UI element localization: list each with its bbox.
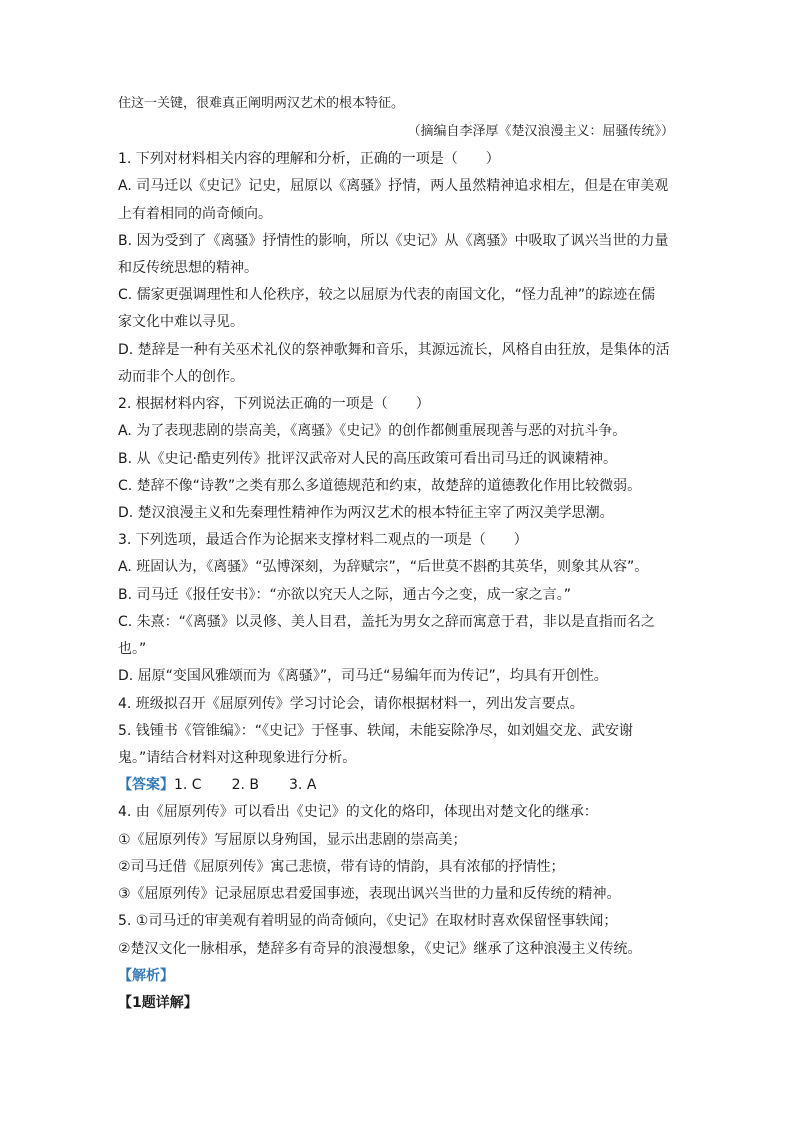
- intro-line: 住这一关键，很难真正阐明两汉艺术的根本特征。: [118, 96, 405, 111]
- q3-option-b: B. 司马迁《报任安书》：“亦欲以究天人之际，通古今之变，成一家之言。”: [118, 587, 572, 603]
- answer-row: [118, 775, 678, 795]
- analysis-label: 【解析】: [118, 968, 174, 984]
- analysis-detail-1-heading: 【1题详解】: [118, 995, 198, 1011]
- q1-option-d-line2: 动而非个人的创作。: [118, 369, 244, 385]
- answer-3: 3. A: [289, 777, 317, 793]
- q5-stem-line1: 5. 钱锺书《管锥编》：“《史记》于怪事、轶闻，未能妄除净尽，如刘媪交龙、武安谢: [118, 723, 634, 739]
- q3-stem: 3. 下列选项，最适合作为论据来支撑材料二观点的一项是（ ）: [118, 532, 528, 548]
- q1-option-c-line1: C. 儒家更强调理性和人伦秩序，较之以屈原为代表的南国文化，“怪力乱神”的踪迹在儒: [118, 287, 656, 303]
- answer-label: 【答案】: [118, 777, 174, 793]
- q2-option-b: B. 从《史记·酷吏列传》批评汉武帝对人民的高压政策可看出司马迁的讽谏精神。: [118, 451, 617, 467]
- q3-option-a: A. 班固认为，《离骚》“弘博深刻，为辞赋宗”，“后世莫不斟酌其英华，则象其从容”。: [118, 559, 649, 575]
- q1-option-b-line1: B. 因为受到了《离骚》抒情性的影响，所以《史记》从《离骚》中吸取了讽兴当世的力量: [118, 233, 669, 249]
- q4-stem: 4. 班级拟召开《屈原列传》学习讨论会，请你根据材料一，列出发言要点。: [118, 696, 584, 712]
- q1-option-d-line1: D. 楚辞是一种有关巫术礼仪的祭神歌舞和音乐，其源远流长，风格自由狂放，是集体的活: [118, 342, 670, 358]
- q1-option-a-line1: A. 司马迁以《史记》记史，屈原以《离骚》抒情，两人虽然精神追求相左，但是在审美观: [118, 178, 669, 194]
- q3-option-c-line1: C. 朱熹：“《离骚》以灵修、美人目君，盖托为男女之辞而寓意于君，非以是直指而名之: [118, 614, 655, 630]
- q3-option-c-line2: 也。”: [118, 641, 147, 657]
- q1-option-c-line2: 家文化中难以寻见。: [118, 314, 244, 330]
- q2-option-a: A. 为了表现悲剧的崇高美，《离骚》《史记》的创作都侧重展现善与恶的对抗斗争。: [118, 423, 627, 439]
- answer-5-point-2: ②楚汉文化一脉相承，楚辞多有奇异的浪漫想象，《史记》继承了这种浪漫主义传统。: [118, 941, 642, 957]
- answer-4-point-1: ①《屈原列传》写屈原以身殉国，显示出悲剧的崇高美；: [118, 832, 467, 848]
- answer-1: 1. C: [174, 777, 202, 793]
- q2-option-c: C. 楚辞不像“诗教”之类有那么多道德规范和约束，故楚辞的道德教化作用比较微弱。: [118, 478, 642, 494]
- q1-stem: 1. 下列对材料相关内容的理解和分析，正确的一项是（ ）: [118, 151, 500, 167]
- q3-option-d: D. 屈原“变国风雅颂而为《离骚》”，司马迁“易编年而为传记”，均具有开创性。: [118, 668, 608, 684]
- answer-4-point-3: ③《屈原列传》记录屈原忠君爱国事迹，表现出讽兴当世的力量和反传统的精神。: [118, 886, 621, 902]
- q1-option-a-line2: 上有着相同的尚奇倾向。: [118, 206, 272, 222]
- q5-stem-line2: 鬼。”请结合材料对这种现象进行分析。: [118, 750, 357, 766]
- answer-4-point-2: ②司马迁借《屈原列传》寓己悲愤，带有诗的情韵，具有浓郁的抒情性；: [118, 859, 565, 875]
- q2-option-d: D. 楚汉浪漫主义和先秦理性精神作为两汉艺术的根本特征主宰了两汉美学思潮。: [118, 505, 614, 521]
- q2-stem: 2. 根据材料内容，下列说法正确的一项是（ ）: [118, 396, 430, 412]
- answer-5-point-1: 5. ①司马迁的审美观有着明显的尚奇倾向，《史记》在取材时喜欢保留怪事轶闻；: [118, 913, 618, 929]
- citation: （摘编自李泽厚《楚汉浪漫主义：屈骚传统》）: [407, 124, 674, 139]
- q1-option-b-line2: 和反传统思想的精神。: [118, 260, 258, 276]
- answer-2: 2. B: [231, 777, 260, 793]
- answer-4-intro: 4. 由《屈原列传》可以看出《史记》的文化的烙印，体现出对楚文化的继承：: [118, 804, 598, 820]
